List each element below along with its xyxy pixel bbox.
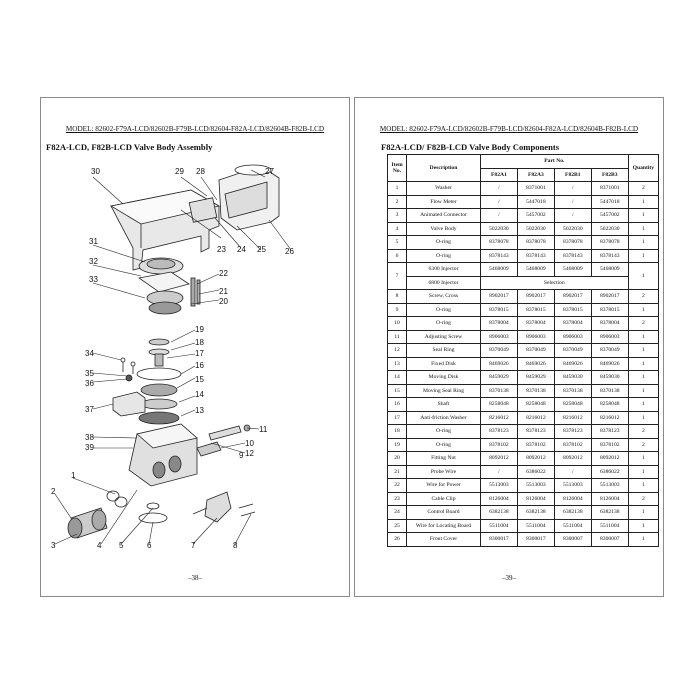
item-number: 18 bbox=[388, 425, 407, 439]
part-description: O-ring bbox=[407, 249, 481, 263]
part-description: Seal Ring bbox=[407, 344, 481, 358]
part-number: 5468009 bbox=[591, 263, 628, 277]
part-number: 8378123 bbox=[480, 425, 517, 439]
callout-6: 6 bbox=[147, 541, 152, 550]
callout-2: 2 bbox=[51, 487, 56, 496]
part-number: 6382138 bbox=[591, 506, 628, 520]
table-row bbox=[388, 209, 659, 223]
left-model-line: MODEL: 82602-F79A-LCD/82602B-F79B-LCD/82604-F82A-LCD/82604B-F82B-LCD bbox=[65, 125, 325, 133]
table-row bbox=[388, 479, 659, 493]
table-row bbox=[388, 384, 659, 398]
part-number: 5511004 bbox=[554, 519, 591, 533]
callout-17: 17 bbox=[195, 349, 204, 358]
part-number: 5447018 bbox=[591, 195, 628, 209]
quantity: 1 bbox=[628, 465, 658, 479]
part-description: Moving Disk bbox=[407, 371, 481, 385]
item-number: 3 bbox=[388, 209, 407, 223]
table-row bbox=[388, 533, 659, 547]
item-number: 7 bbox=[388, 263, 407, 290]
part-number: 8258048 bbox=[480, 398, 517, 412]
quantity: 1 bbox=[628, 398, 658, 412]
table-row bbox=[388, 519, 659, 533]
quantity: 1 bbox=[628, 479, 658, 493]
o-rings-drawing bbox=[139, 503, 167, 523]
table-row bbox=[388, 357, 659, 371]
table-row bbox=[388, 317, 659, 331]
quantity: 1 bbox=[628, 519, 658, 533]
part-number: / bbox=[480, 195, 517, 209]
part-number: 8378015 bbox=[591, 303, 628, 317]
callout-35: 35 bbox=[85, 369, 94, 378]
part-description: Valve Body bbox=[407, 222, 481, 236]
quantity: 1 bbox=[628, 371, 658, 385]
callout-34: 34 bbox=[85, 349, 94, 358]
callout-37: 37 bbox=[85, 405, 94, 414]
callout-10: 10 bbox=[245, 439, 254, 448]
small-parts-drawing bbox=[113, 358, 145, 416]
item-number: 26 bbox=[388, 533, 407, 547]
callout-26: 26 bbox=[285, 247, 294, 256]
part-description: 6300 Injector bbox=[407, 263, 481, 277]
part-number: 8378102 bbox=[480, 438, 517, 452]
callout-25: 25 bbox=[257, 245, 266, 254]
part-number: 8378004 bbox=[591, 317, 628, 331]
table-row bbox=[388, 330, 659, 344]
item-number: 5 bbox=[388, 236, 407, 250]
quantity: 1 bbox=[628, 303, 658, 317]
quantity: 2 bbox=[628, 317, 658, 331]
item-number: 20 bbox=[388, 452, 407, 466]
part-number: 8370138 bbox=[591, 384, 628, 398]
callout-22: 22 bbox=[219, 269, 228, 278]
part-number: 8378078 bbox=[554, 236, 591, 250]
callout-21: 21 bbox=[219, 287, 228, 296]
part-number: 6386022 bbox=[591, 465, 628, 479]
item-number: 21 bbox=[388, 465, 407, 479]
part-number: 8126004 bbox=[517, 492, 554, 506]
part-number: 8378143 bbox=[517, 249, 554, 263]
callout-31: 31 bbox=[89, 237, 98, 246]
part-number: 8300007 bbox=[554, 533, 591, 547]
gear-plate-drawing bbox=[139, 258, 200, 314]
part-number: 8370138 bbox=[517, 384, 554, 398]
part-number: / bbox=[554, 195, 591, 209]
part-number: 8378004 bbox=[517, 317, 554, 331]
callout-33: 33 bbox=[89, 275, 98, 284]
part-description: Front Cover bbox=[407, 533, 481, 547]
part-number: 8469026 bbox=[554, 357, 591, 371]
part-description: Screw, Cross bbox=[407, 290, 481, 304]
parts-table-body bbox=[388, 182, 659, 547]
part-number: 8906003 bbox=[591, 330, 628, 344]
quantity: 1 bbox=[628, 263, 658, 290]
part-number: 8469026 bbox=[591, 357, 628, 371]
part-number: 5513003 bbox=[554, 479, 591, 493]
selection-label: Selection bbox=[480, 276, 628, 290]
part-description: 6800 Injector bbox=[407, 276, 481, 290]
quantity: 1 bbox=[628, 452, 658, 466]
callout-3: 3 bbox=[51, 541, 56, 550]
part-number: 8902017 bbox=[591, 290, 628, 304]
part-number: 8906003 bbox=[480, 330, 517, 344]
part-number: 8370138 bbox=[480, 384, 517, 398]
left-page bbox=[40, 97, 350, 597]
part-number: 8378143 bbox=[554, 249, 591, 263]
callout-32: 32 bbox=[89, 257, 98, 266]
table-row bbox=[388, 506, 659, 520]
callout-1: 1 bbox=[71, 471, 76, 480]
table-row bbox=[388, 452, 659, 466]
part-number: 8378102 bbox=[554, 438, 591, 452]
part-number: 8378102 bbox=[517, 438, 554, 452]
part-number: 8370049 bbox=[554, 344, 591, 358]
callout-4: 4 bbox=[97, 541, 102, 550]
item-number: 6 bbox=[388, 249, 407, 263]
part-number: 5511004 bbox=[480, 519, 517, 533]
part-number: 8126004 bbox=[480, 492, 517, 506]
item-number: 4 bbox=[388, 222, 407, 236]
part-number: 8378143 bbox=[480, 249, 517, 263]
part-description: Shaft bbox=[407, 398, 481, 412]
flow-meter-drawing bbox=[68, 491, 127, 538]
part-number: 5511004 bbox=[591, 519, 628, 533]
quantity: 1 bbox=[628, 195, 658, 209]
table-row bbox=[388, 249, 659, 263]
part-description: O-ring bbox=[407, 317, 481, 331]
part-number: / bbox=[554, 182, 591, 196]
right-page bbox=[354, 97, 664, 597]
part-number: 8902017 bbox=[554, 290, 591, 304]
callout-16: 16 bbox=[195, 361, 204, 370]
injector-body-drawing bbox=[193, 492, 255, 522]
item-number: 16 bbox=[388, 398, 407, 412]
callout-12: 12 bbox=[245, 449, 254, 458]
header-model-f82b3: F82B3 bbox=[591, 168, 628, 182]
part-number: / bbox=[554, 465, 591, 479]
quantity: 2 bbox=[628, 438, 658, 452]
quantity: 1 bbox=[628, 384, 658, 398]
quantity: 2 bbox=[628, 182, 658, 196]
table-row bbox=[388, 182, 659, 196]
table-row bbox=[388, 263, 659, 277]
part-number: 8902017 bbox=[480, 290, 517, 304]
item-number: 22 bbox=[388, 479, 407, 493]
part-number: 6382138 bbox=[480, 506, 517, 520]
quantity: 2 bbox=[628, 492, 658, 506]
callout-5: 5 bbox=[119, 541, 124, 550]
part-number: 8371001 bbox=[517, 182, 554, 196]
right-page-title: F82A-LCD/ F82B-LCD Valve Body Components bbox=[381, 142, 560, 152]
item-number: 12 bbox=[388, 344, 407, 358]
part-number: 8216012 bbox=[480, 411, 517, 425]
part-number: 8906003 bbox=[554, 330, 591, 344]
quantity: 1 bbox=[628, 209, 658, 223]
part-number: 5468009 bbox=[554, 263, 591, 277]
part-number: 8378015 bbox=[480, 303, 517, 317]
part-number: 8378143 bbox=[591, 249, 628, 263]
part-number: / bbox=[480, 182, 517, 196]
item-number: 1 bbox=[388, 182, 407, 196]
table-row bbox=[388, 290, 659, 304]
parts-table bbox=[387, 154, 659, 547]
part-number: 8300007 bbox=[591, 533, 628, 547]
part-number: 5022030 bbox=[480, 222, 517, 236]
part-number: 8378123 bbox=[591, 425, 628, 439]
part-number: 8906003 bbox=[517, 330, 554, 344]
part-description: O-ring bbox=[407, 303, 481, 317]
part-number: 8216012 bbox=[517, 411, 554, 425]
part-number: 6382138 bbox=[517, 506, 554, 520]
callout-11: 11 bbox=[259, 425, 268, 434]
part-number: 8459030 bbox=[591, 371, 628, 385]
part-number: 8300017 bbox=[517, 533, 554, 547]
part-description: O-ring bbox=[407, 438, 481, 452]
part-number: 8371001 bbox=[591, 182, 628, 196]
part-description: Fitting Nut bbox=[407, 452, 481, 466]
item-number: 14 bbox=[388, 371, 407, 385]
table-row bbox=[388, 371, 659, 385]
table-row bbox=[388, 236, 659, 250]
item-number: 9 bbox=[388, 303, 407, 317]
part-description: O-ring bbox=[407, 425, 481, 439]
callout-8: 8 bbox=[233, 541, 238, 550]
table-row bbox=[388, 492, 659, 506]
part-number: 8378015 bbox=[517, 303, 554, 317]
item-number: 24 bbox=[388, 506, 407, 520]
quantity: 2 bbox=[628, 425, 658, 439]
table-row bbox=[388, 222, 659, 236]
header-model-f82b1: F82B1 bbox=[554, 168, 591, 182]
valve-body-drawing bbox=[129, 424, 221, 486]
callout-28: 28 bbox=[196, 167, 205, 176]
part-number: 8378078 bbox=[480, 236, 517, 250]
header-quantity: Quantity bbox=[628, 155, 658, 182]
part-number: 8459029 bbox=[517, 371, 554, 385]
part-number: 5022030 bbox=[554, 222, 591, 236]
left-page-title: F82A-LCD, F82B-LCD Valve Body Assembly bbox=[46, 142, 213, 152]
callout-9: 9 bbox=[239, 451, 244, 460]
table-row bbox=[388, 344, 659, 358]
header-model-f82a1: F82A1 bbox=[480, 168, 517, 182]
quantity: 1 bbox=[628, 411, 658, 425]
table-row bbox=[388, 465, 659, 479]
part-description: Animated Connector bbox=[407, 209, 481, 223]
part-number: 8216012 bbox=[554, 411, 591, 425]
part-number: 5513003 bbox=[591, 479, 628, 493]
item-number: 25 bbox=[388, 519, 407, 533]
part-number: 8370049 bbox=[591, 344, 628, 358]
right-model-line: MODEL: 82602-F79A-LCD/82602B-F79B-LCD/82604-F82A-LCD/82604B-F82B-LCD bbox=[379, 125, 639, 133]
part-number: 6382138 bbox=[554, 506, 591, 520]
part-number: 5022030 bbox=[517, 222, 554, 236]
part-number: 8378123 bbox=[554, 425, 591, 439]
table-row bbox=[388, 438, 659, 452]
part-number: 8126004 bbox=[554, 492, 591, 506]
part-number: 8216012 bbox=[591, 411, 628, 425]
item-number: 2 bbox=[388, 195, 407, 209]
table-row bbox=[388, 276, 659, 290]
part-description: Anti-friction Washer bbox=[407, 411, 481, 425]
part-number: 8378015 bbox=[554, 303, 591, 317]
left-page-number: –38– bbox=[188, 574, 202, 582]
part-description: Adjusting Screw bbox=[407, 330, 481, 344]
part-description: Wire for Power bbox=[407, 479, 481, 493]
callout-36: 36 bbox=[85, 379, 94, 388]
header-model-f82a3: F82A3 bbox=[517, 168, 554, 182]
part-number: 8378078 bbox=[517, 236, 554, 250]
part-number: 8092012 bbox=[480, 452, 517, 466]
item-number: 23 bbox=[388, 492, 407, 506]
part-number: 5022030 bbox=[591, 222, 628, 236]
quantity: 1 bbox=[628, 330, 658, 344]
header-description: Description bbox=[407, 155, 481, 182]
header-item: Item No. bbox=[388, 155, 407, 182]
callout-27: 27 bbox=[265, 167, 274, 176]
callout-19: 19 bbox=[195, 325, 204, 334]
part-description: Washer bbox=[407, 182, 481, 196]
part-number: 8370049 bbox=[480, 344, 517, 358]
part-number: 8258048 bbox=[517, 398, 554, 412]
item-number: 13 bbox=[388, 357, 407, 371]
part-number: 5468009 bbox=[480, 263, 517, 277]
quantity: 1 bbox=[628, 249, 658, 263]
table-row bbox=[388, 195, 659, 209]
part-number: 8258048 bbox=[554, 398, 591, 412]
callout-39: 39 bbox=[85, 443, 94, 452]
callout-15: 15 bbox=[195, 375, 204, 384]
callout-20: 20 bbox=[219, 297, 228, 306]
part-number: 8378123 bbox=[517, 425, 554, 439]
part-number: 8469026 bbox=[517, 357, 554, 371]
part-number: 8469026 bbox=[480, 357, 517, 371]
part-number: 8378102 bbox=[591, 438, 628, 452]
part-number: 5513003 bbox=[480, 479, 517, 493]
part-description: O-ring bbox=[407, 236, 481, 250]
part-number: 8370138 bbox=[554, 384, 591, 398]
part-number: 8378004 bbox=[554, 317, 591, 331]
callout-38: 38 bbox=[85, 433, 94, 442]
table-row bbox=[388, 303, 659, 317]
part-number: 8258048 bbox=[591, 398, 628, 412]
part-number: 8300017 bbox=[480, 533, 517, 547]
part-number: 6386022 bbox=[517, 465, 554, 479]
right-page-number: –39– bbox=[502, 574, 516, 582]
item-number: 17 bbox=[388, 411, 407, 425]
part-description: Wire for Locating Board bbox=[407, 519, 481, 533]
part-number: 5457002 bbox=[591, 209, 628, 223]
quantity: 1 bbox=[628, 344, 658, 358]
part-number: 5457002 bbox=[517, 209, 554, 223]
part-number: / bbox=[480, 209, 517, 223]
part-number: 8378078 bbox=[591, 236, 628, 250]
part-number: 8126004 bbox=[591, 492, 628, 506]
quantity: 1 bbox=[628, 222, 658, 236]
quantity: 1 bbox=[628, 506, 658, 520]
part-number: 5511004 bbox=[517, 519, 554, 533]
quantity: 1 bbox=[628, 236, 658, 250]
part-number: 5447018 bbox=[517, 195, 554, 209]
part-description: Moving Seal Ring bbox=[407, 384, 481, 398]
part-description: Control Board bbox=[407, 506, 481, 520]
callout-18: 18 bbox=[195, 338, 204, 347]
item-number: 10 bbox=[388, 317, 407, 331]
part-number: 8459030 bbox=[554, 371, 591, 385]
injector-drawing bbox=[209, 425, 250, 440]
part-number: 8378004 bbox=[480, 317, 517, 331]
item-number: 11 bbox=[388, 330, 407, 344]
table-row bbox=[388, 425, 659, 439]
callout-30: 30 bbox=[91, 167, 100, 176]
callout-7: 7 bbox=[191, 541, 196, 550]
exploded-assembly-diagram bbox=[41, 98, 351, 598]
part-description: Fixed Disk bbox=[407, 357, 481, 371]
quantity: 1 bbox=[628, 357, 658, 371]
item-number: 8 bbox=[388, 290, 407, 304]
part-number: 8092012 bbox=[591, 452, 628, 466]
item-number: 15 bbox=[388, 384, 407, 398]
part-number: / bbox=[554, 209, 591, 223]
callout-14: 14 bbox=[195, 390, 204, 399]
callout-29: 29 bbox=[175, 167, 184, 176]
part-number: / bbox=[480, 465, 517, 479]
part-description: Flow Meter bbox=[407, 195, 481, 209]
callout-23: 23 bbox=[217, 245, 226, 254]
quantity: 2 bbox=[628, 290, 658, 304]
table-row bbox=[388, 398, 659, 412]
header-part-no: Part No. bbox=[480, 155, 628, 169]
part-number: 5468009 bbox=[517, 263, 554, 277]
callout-13: 13 bbox=[195, 406, 204, 415]
part-number: 8092012 bbox=[554, 452, 591, 466]
quantity: 1 bbox=[628, 533, 658, 547]
table-row bbox=[388, 411, 659, 425]
part-description: Probe Wire bbox=[407, 465, 481, 479]
part-number: 8370049 bbox=[517, 344, 554, 358]
callout-24: 24 bbox=[237, 245, 246, 254]
part-description: Cable Clip bbox=[407, 492, 481, 506]
part-number: 8902017 bbox=[517, 290, 554, 304]
part-number: 5513003 bbox=[517, 479, 554, 493]
item-number: 19 bbox=[388, 438, 407, 452]
part-number: 8092012 bbox=[517, 452, 554, 466]
part-number: 8459029 bbox=[480, 371, 517, 385]
